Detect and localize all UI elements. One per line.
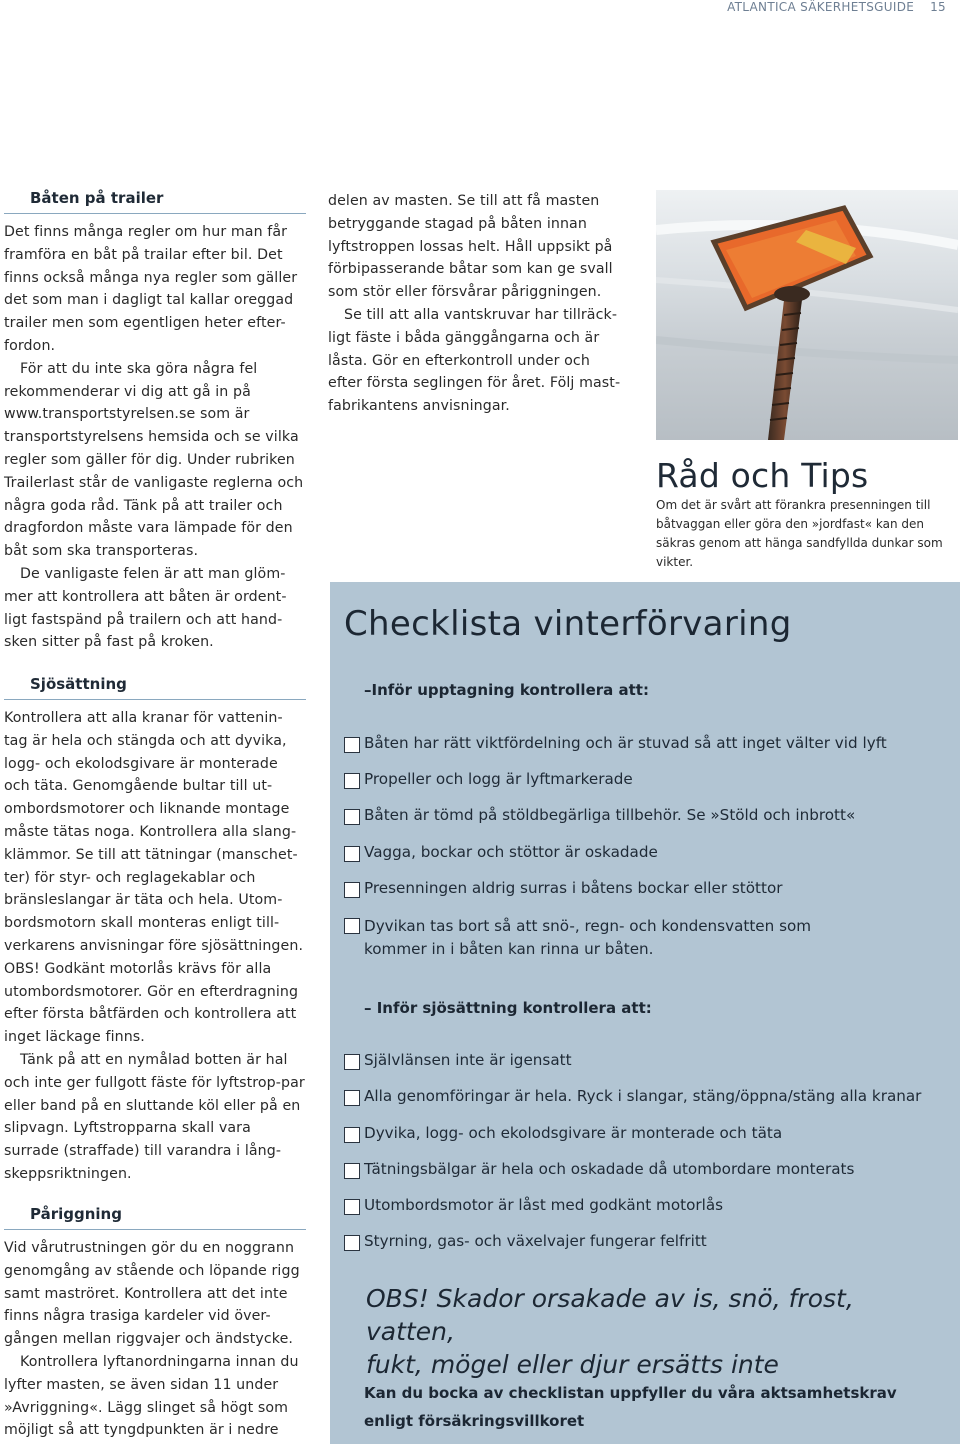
final-note-line-2: enligt försäkringsvillkoret bbox=[364, 1412, 585, 1430]
trailer-paragraph-3: De vanligaste felen är att man glöm-mer att kontrollera att båten är ordent-ligt fastspänd på trailern och att hand-sken sitter på fast på kroken. bbox=[4, 565, 287, 651]
heading-rigging: Påriggning bbox=[4, 1205, 306, 1230]
checklist-item-label: Tätningsbälgar är hela och oskadade då utombordare monterats bbox=[364, 1160, 855, 1178]
running-header bbox=[727, 0, 946, 18]
checklist-item-label: Båten har rätt viktfördelning och är stuvad så att inget välter vid lyft bbox=[364, 734, 887, 752]
checklist-section-1-heading: –Inför upptagning kontrollera att: bbox=[364, 681, 649, 699]
section-rigging-continued bbox=[328, 190, 628, 418]
header-title: ATLANTICA SÄKERHETSGUIDE bbox=[727, 0, 915, 14]
section-launch bbox=[4, 675, 306, 1186]
checklist-item-label: Båten är tömd på stöldbegärliga tillbehör. Se »Stöld och inbrott« bbox=[364, 806, 856, 824]
obs-note-line-2: fukt, mögel eller djur ersätts inte bbox=[366, 1350, 779, 1379]
checkbox[interactable] bbox=[344, 1054, 360, 1070]
checklist-item[interactable] bbox=[344, 734, 944, 753]
checklist-item[interactable] bbox=[344, 843, 944, 862]
checklist-item-label: Propeller och logg är lyftmarkerade bbox=[364, 770, 633, 788]
checkbox[interactable] bbox=[344, 809, 360, 825]
checkbox[interactable] bbox=[344, 773, 360, 789]
section-rigging bbox=[4, 1205, 306, 1442]
col2-paragraph-1: delen av masten. Se till att få masten betryggande stagad på båten innan lyftstroppen lossas helt. Håll uppsikt på förbipasserande båtar som kan ge svall som stör eller försvårar påriggningen. bbox=[328, 193, 613, 301]
boat-stand-photo bbox=[656, 190, 958, 440]
checkbox[interactable] bbox=[344, 846, 360, 862]
checkbox[interactable] bbox=[344, 1163, 360, 1179]
checklist-item[interactable] bbox=[344, 1232, 944, 1251]
checklist-item-label: Självlänsen inte är igensatt bbox=[364, 1051, 572, 1069]
obs-note-line-1: OBS! Skador orsakade av is, snö, frost, vatten, bbox=[366, 1284, 854, 1346]
checklist-section-2-heading: – Inför sjösättning kontrollera att: bbox=[364, 999, 652, 1017]
rigging-paragraph-1: Vid vårutrustningen gör du en noggrann genomgång av stående och löpande rigg samt maströret. Kontrollera att det inte finns några trasiga kardeler vid över-gången mellan riggvajer och ändstycke. bbox=[4, 1240, 300, 1348]
heading-trailer: Båten på trailer bbox=[4, 189, 306, 214]
launch-paragraph-2: Tänk på att en nymålad botten är hal och inte ger fullgott fäste för lyftstrop-par eller band på en sluttande köl eller på en slipvagn. Lyftstropparna skall vara surrade (straffade) till varandra i lång-skeppsriktningen. bbox=[4, 1051, 305, 1182]
checklist-item-label: Dyvikan tas bort så att snö-, regn- och kondensvatten som kommer in i båten kan rinna ur båten. bbox=[364, 917, 812, 958]
checkbox[interactable] bbox=[344, 1090, 360, 1106]
checklist-item[interactable] bbox=[344, 879, 944, 898]
page-number: 15 bbox=[930, 0, 946, 14]
trailer-paragraph-1: Det finns många regler om hur man får framföra en båt på trailar efter bil. Det finns också många nya regler som gäller det som man i dagligt tal kallar oreggad trailer men som egentligen heter efter-fordon. bbox=[4, 224, 298, 354]
tips-title: Råd och Tips bbox=[656, 456, 869, 495]
checklist-item-label: Styrning, gas- och växelvajer fungerar felfritt bbox=[364, 1232, 707, 1250]
checklist-item[interactable] bbox=[344, 1124, 944, 1143]
checklist-item[interactable] bbox=[344, 915, 814, 961]
checklist-item[interactable] bbox=[344, 770, 944, 789]
final-note bbox=[364, 1379, 954, 1435]
checkbox[interactable] bbox=[344, 882, 360, 898]
checkbox[interactable] bbox=[344, 1199, 360, 1215]
checkbox[interactable] bbox=[344, 1235, 360, 1251]
launch-paragraph-1: Kontrollera att alla kranar för vattenin-tag är hela och stängda och att dyvika, logg- och ekolodsgivare är monterade och täta. Genomgående bultar till ut-ombordsmotorer och liknande montage måste tätas noga. Kontrollera alla slang-klämmor. Se till att tätningar (manschet-ter) för styr- och reglagekablar och bränsleslangar är täta och hela. Utom-bordsmotorn skall monteras enligt till-verkarens anvisningar före sjösättningen. OBS! Godkänt motorlås krävs för alla utombordsmotorer. Gör en efterdragning efter första båtfärden och kontrollera att inget läckage finns. bbox=[4, 710, 304, 1046]
checklist-item-label: Vagga, bockar och stöttor är oskadade bbox=[364, 843, 658, 861]
checkbox[interactable] bbox=[344, 1127, 360, 1143]
checklist-item[interactable] bbox=[344, 1087, 944, 1106]
section-trailer bbox=[4, 189, 306, 654]
checklist-item[interactable] bbox=[344, 1196, 944, 1215]
checklist-item-label: Alla genomföringar är hela. Ryck i slangar, stäng/öppna/stäng alla kranar bbox=[364, 1087, 922, 1105]
checklist-title: Checklista vinterförvaring bbox=[344, 604, 792, 644]
obs-note bbox=[366, 1282, 946, 1381]
checklist-item-label: Presenningen aldrig surras i båtens bockar eller stöttor bbox=[364, 879, 783, 897]
heading-launch: Sjösättning bbox=[4, 675, 306, 700]
checklist-item[interactable] bbox=[344, 806, 944, 825]
checklist-item[interactable] bbox=[344, 1160, 944, 1179]
col2-paragraph-2: Se till att alla vantskruvar har tillräck-ligt fäste i båda gänggångarna och är låsta. Gör en efterkontroll under och efter första seglingen för året. Följ mast-fabrikantens anvisningar. bbox=[328, 306, 621, 415]
final-note-line-1: Kan du bocka av checklistan uppfyller du våra aktsamhetskrav bbox=[364, 1384, 897, 1402]
checklist-item[interactable] bbox=[344, 1051, 944, 1070]
checkbox[interactable] bbox=[344, 737, 360, 753]
rigging-paragraph-2: Kontrollera lyftanordningarna innan du lyfter masten, se även sidan 11 under »Avriggning«. Lägg slinget så högt som möjligt så att tyngdpunkten är i nedre bbox=[4, 1353, 299, 1439]
checkbox[interactable] bbox=[344, 918, 360, 934]
tips-text: Om det är svårt att förankra presenningen till båtvaggan eller göra den »jordfast« kan den säkras genom att hänga sandfyllda dunkar som vikter. bbox=[656, 498, 943, 569]
checklist-item-label: Dyvika, logg- och ekolodsgivare är monterade och täta bbox=[364, 1124, 783, 1142]
checklist-item-label: Utombordsmotor är låst med godkänt motorlås bbox=[364, 1196, 724, 1214]
trailer-paragraph-2: För att du inte ska göra några fel rekommenderar vi dig att gå in på www.transportstyrelsen.se som är transportstyrelsens hemsida och se vilka regler som gäller för dig. Under rubriken Trailerlast står de vanligaste reglerna och några goda råd. Tänk på att trailer och dragfordon måste vara lämpade för den båt som ska transporteras. bbox=[4, 360, 304, 560]
photo-illustration bbox=[656, 190, 958, 440]
